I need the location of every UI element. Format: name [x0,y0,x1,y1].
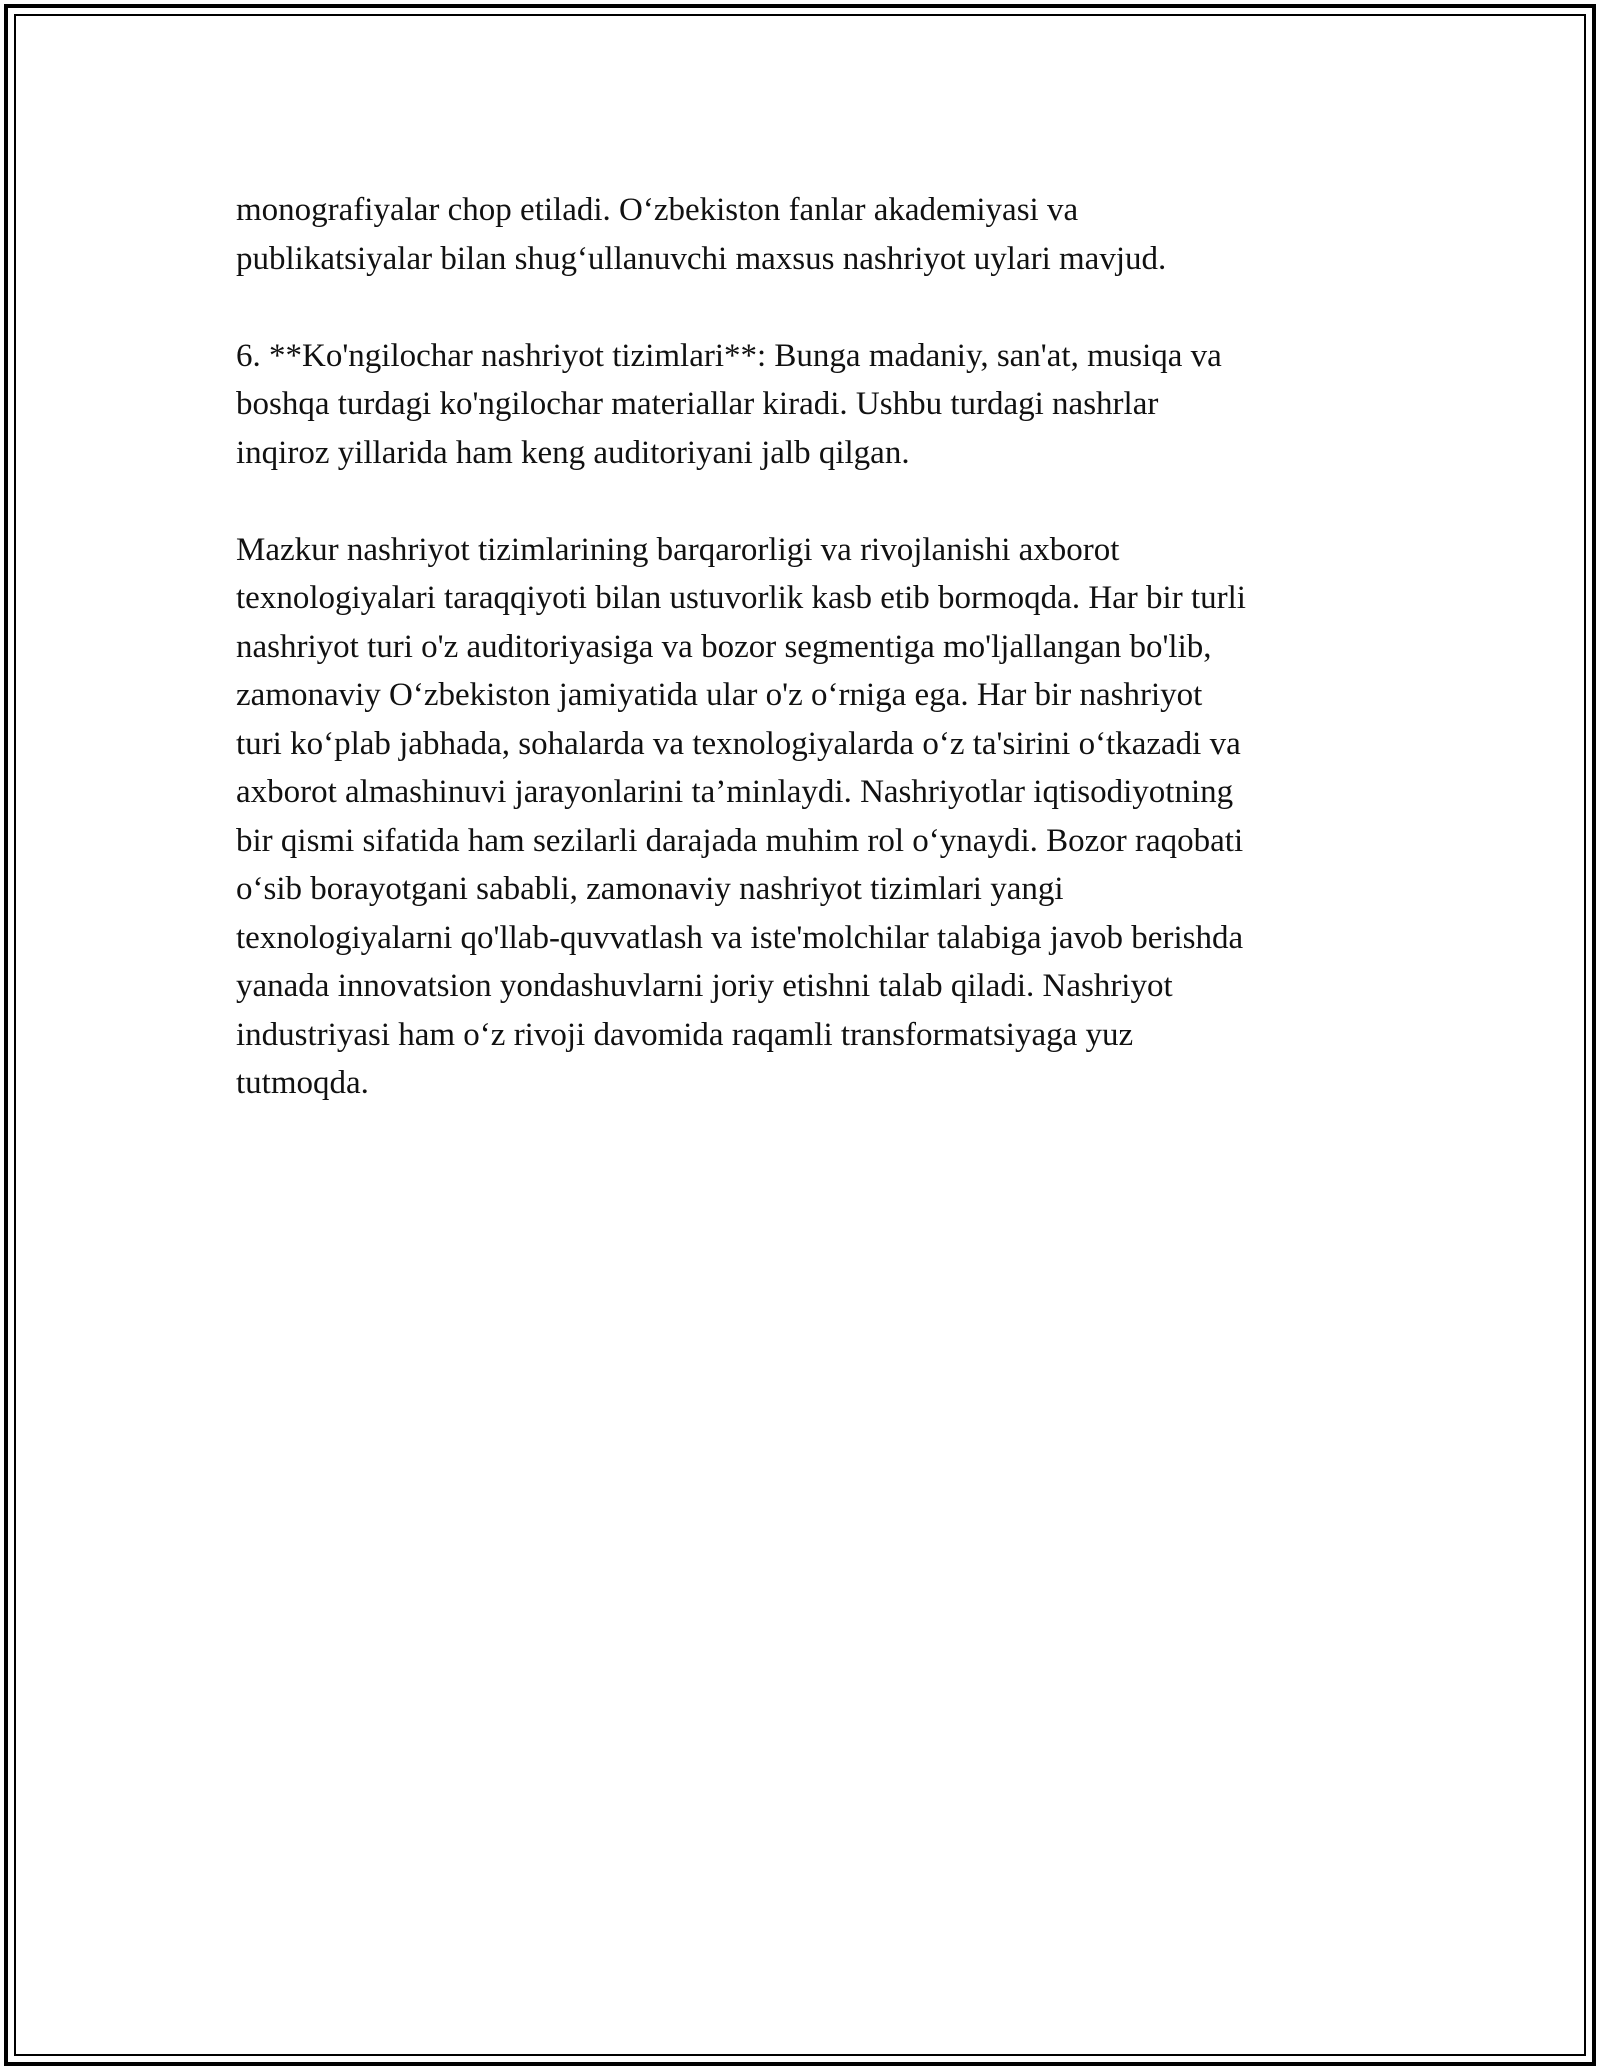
document-body [236,186,1376,1156]
paragraph-conclusion: Mazkur nashriyot tizimlarining barqarorligi va rivojlanishi axborot texnologiyalari taraqqiyoti bilan ustuvorlik kasb etib bormoqda. Har bir turli nashriyot turi o'z auditoriyasiga va bozor segmentiga mo'ljallangan bo'lib, zamonaviy O‘zbekiston jamiyatida ular o'z o‘rniga ega. Har bir nashriyot turi ko‘plab jabhada, sohalarda va texnologiyalarda o‘z ta'sirini o‘tkazadi va axborot almashinuvi jarayonlarini ta’minlaydi. Nashriyotlar iqtisodiyotning bir qismi sifatida ham sezilarli darajada muhim rol o‘ynaydi. Bozor raqobati o‘sib borayotgani sababli, zamonaviy nashriyot tizimlari yangi texnologiyalarni qo'llab-quvvatlash va iste'molchilar talabiga javob berishda yanada innovatsion yondashuvlarni joriy etishni talab qiladi. Nashriyot industriyasi ham o‘z rivoji davomida raqamli transformatsiyaga yuz tutmoqda. [236,531,1246,1101]
paragraph-publishers-continuation: monografiyalar chop etiladi. O‘zbekiston fanlar akademiyasi va publikatsiyalar bilan shug‘ullanuvchi maxsus nashriyot uylari mavjud. [236,192,1167,277]
paragraph-entertainment-publishing: 6. **Ko'ngilochar nashriyot tizimlari**: Bunga madaniy, san'at, musiqa va boshqa turdagi ko'ngilochar materiallar kiradi. Ushbu turdagi nashrlar inqiroz yillarida ham keng auditoriyani jalb qilgan. [236,337,1222,471]
